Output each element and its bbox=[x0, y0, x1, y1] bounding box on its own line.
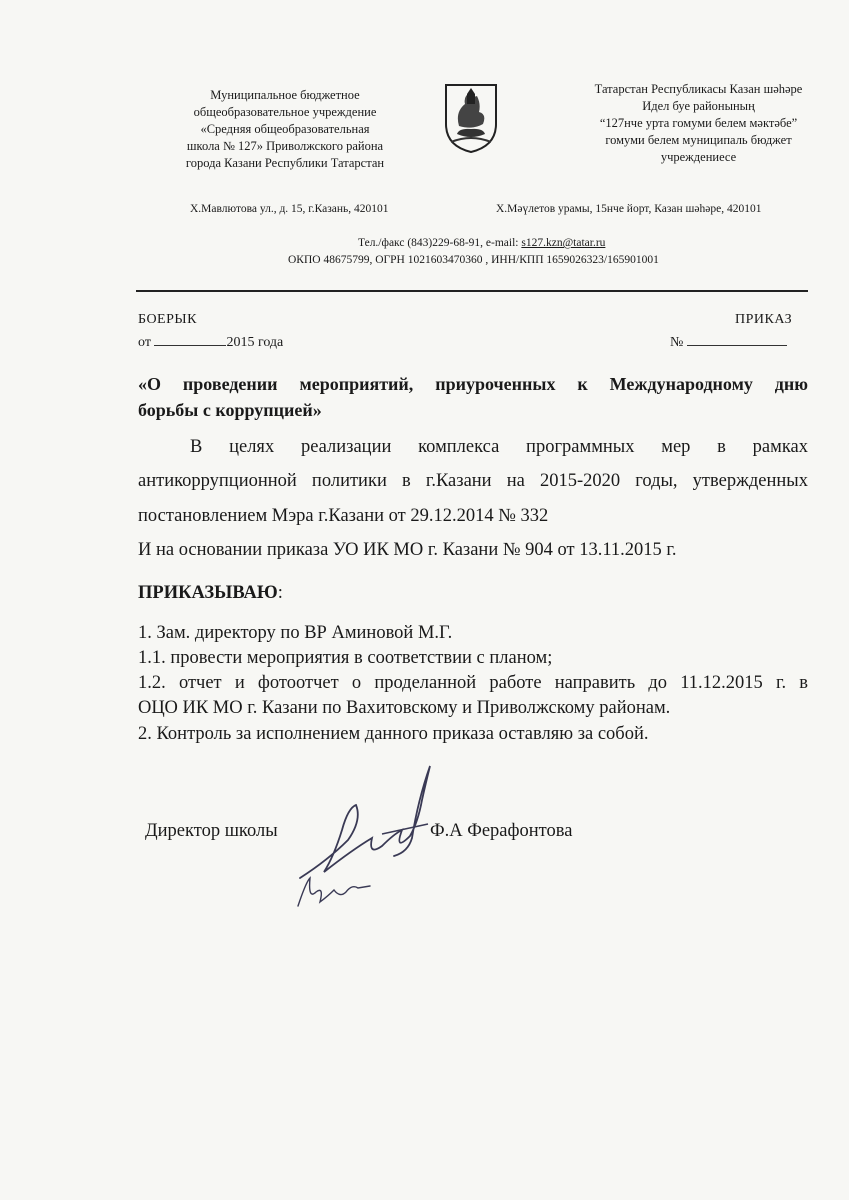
order-title-line-2: борьбы с коррупцией» bbox=[138, 400, 322, 420]
preamble-line-1: В целях реализации комплекса программных мер в рамках bbox=[190, 437, 808, 457]
order-number bbox=[670, 332, 787, 351]
signature-icon bbox=[290, 760, 440, 920]
number-blank bbox=[687, 332, 787, 346]
item-1-1: 1.1. провести мероприятия в соответствии с планом; bbox=[138, 648, 553, 668]
item-1: 1. Зам. директору по ВР Аминовой М.Г. bbox=[138, 623, 453, 643]
order-label-russian: ПРИКАЗ bbox=[735, 312, 793, 327]
item-1-2-line-1: 1.2. отчет и фотоотчет о проделанной работе направить до 11.12.2015 г. в bbox=[138, 673, 808, 693]
preamble-line-4: И на основании приказа УО ИК МО г. Казани № 904 от 13.11.2015 г. bbox=[138, 540, 677, 560]
number-label: № bbox=[670, 335, 684, 350]
phone-fax: Тел./факс (843)229-68-91, e-mail: bbox=[358, 237, 522, 249]
preamble-line-2: антикоррупционной политики в г.Казани на 2015-2020 годы, утвержденных bbox=[138, 471, 808, 491]
school-name-tatar: Татарстан Республикасы Казан шәһәре Идел буе районының “127нче урта гомуми белем мәктәбе” гомуми белем муниципаль бюджет учреждениесе bbox=[594, 82, 803, 164]
header-divider bbox=[136, 290, 808, 292]
address-tatar: Х.Мәүлетов урамы, 15нче йорт, Казан шәһәре, 420101 bbox=[496, 203, 762, 215]
date-prefix: от bbox=[138, 335, 151, 350]
signatory-position: Директор школы bbox=[145, 821, 278, 841]
item-1-2-line-2: ОЦО ИК МО г. Казани по Вахитовскому и Приволжскому районам. bbox=[138, 698, 671, 718]
school-name-russian: Муниципальное бюджетное общеобразовательное учреждение «Средняя общеобразовательная школа № 127» Приволжского района города Казани Республики Татарстан bbox=[185, 88, 385, 170]
signatory-name: Ф.А Ферафонтова bbox=[430, 821, 573, 841]
item-2: 2. Контроль за исполнением данного приказа оставляю за собой. bbox=[138, 724, 649, 744]
kazan-coat-of-arms-icon bbox=[443, 82, 499, 154]
order-title-line-1: «О проведении мероприятий, приуроченных к Международному дню bbox=[138, 374, 808, 394]
preamble-line-3: постановлением Мэра г.Казани от 29.12.2014 № 332 bbox=[138, 506, 549, 526]
address-russian: Х.Мавлютова ул., д. 15, г.Казань, 420101 bbox=[190, 203, 389, 215]
decree-heading: ПРИКАЗЫВАЮ: bbox=[138, 583, 283, 603]
date-suffix: 2015 года bbox=[226, 335, 284, 350]
contacts-line bbox=[358, 237, 605, 249]
order-label-tatar: БОЕРЫК bbox=[138, 312, 197, 327]
registry-codes: ОКПО 48675799, ОГРН 1021603470360 , ИНН/КПП 1659026323/165901001 bbox=[288, 254, 659, 266]
order-date bbox=[138, 332, 283, 351]
date-blank bbox=[154, 332, 226, 346]
email-link[interactable]: s127.kzn@tatar.ru bbox=[521, 237, 606, 249]
